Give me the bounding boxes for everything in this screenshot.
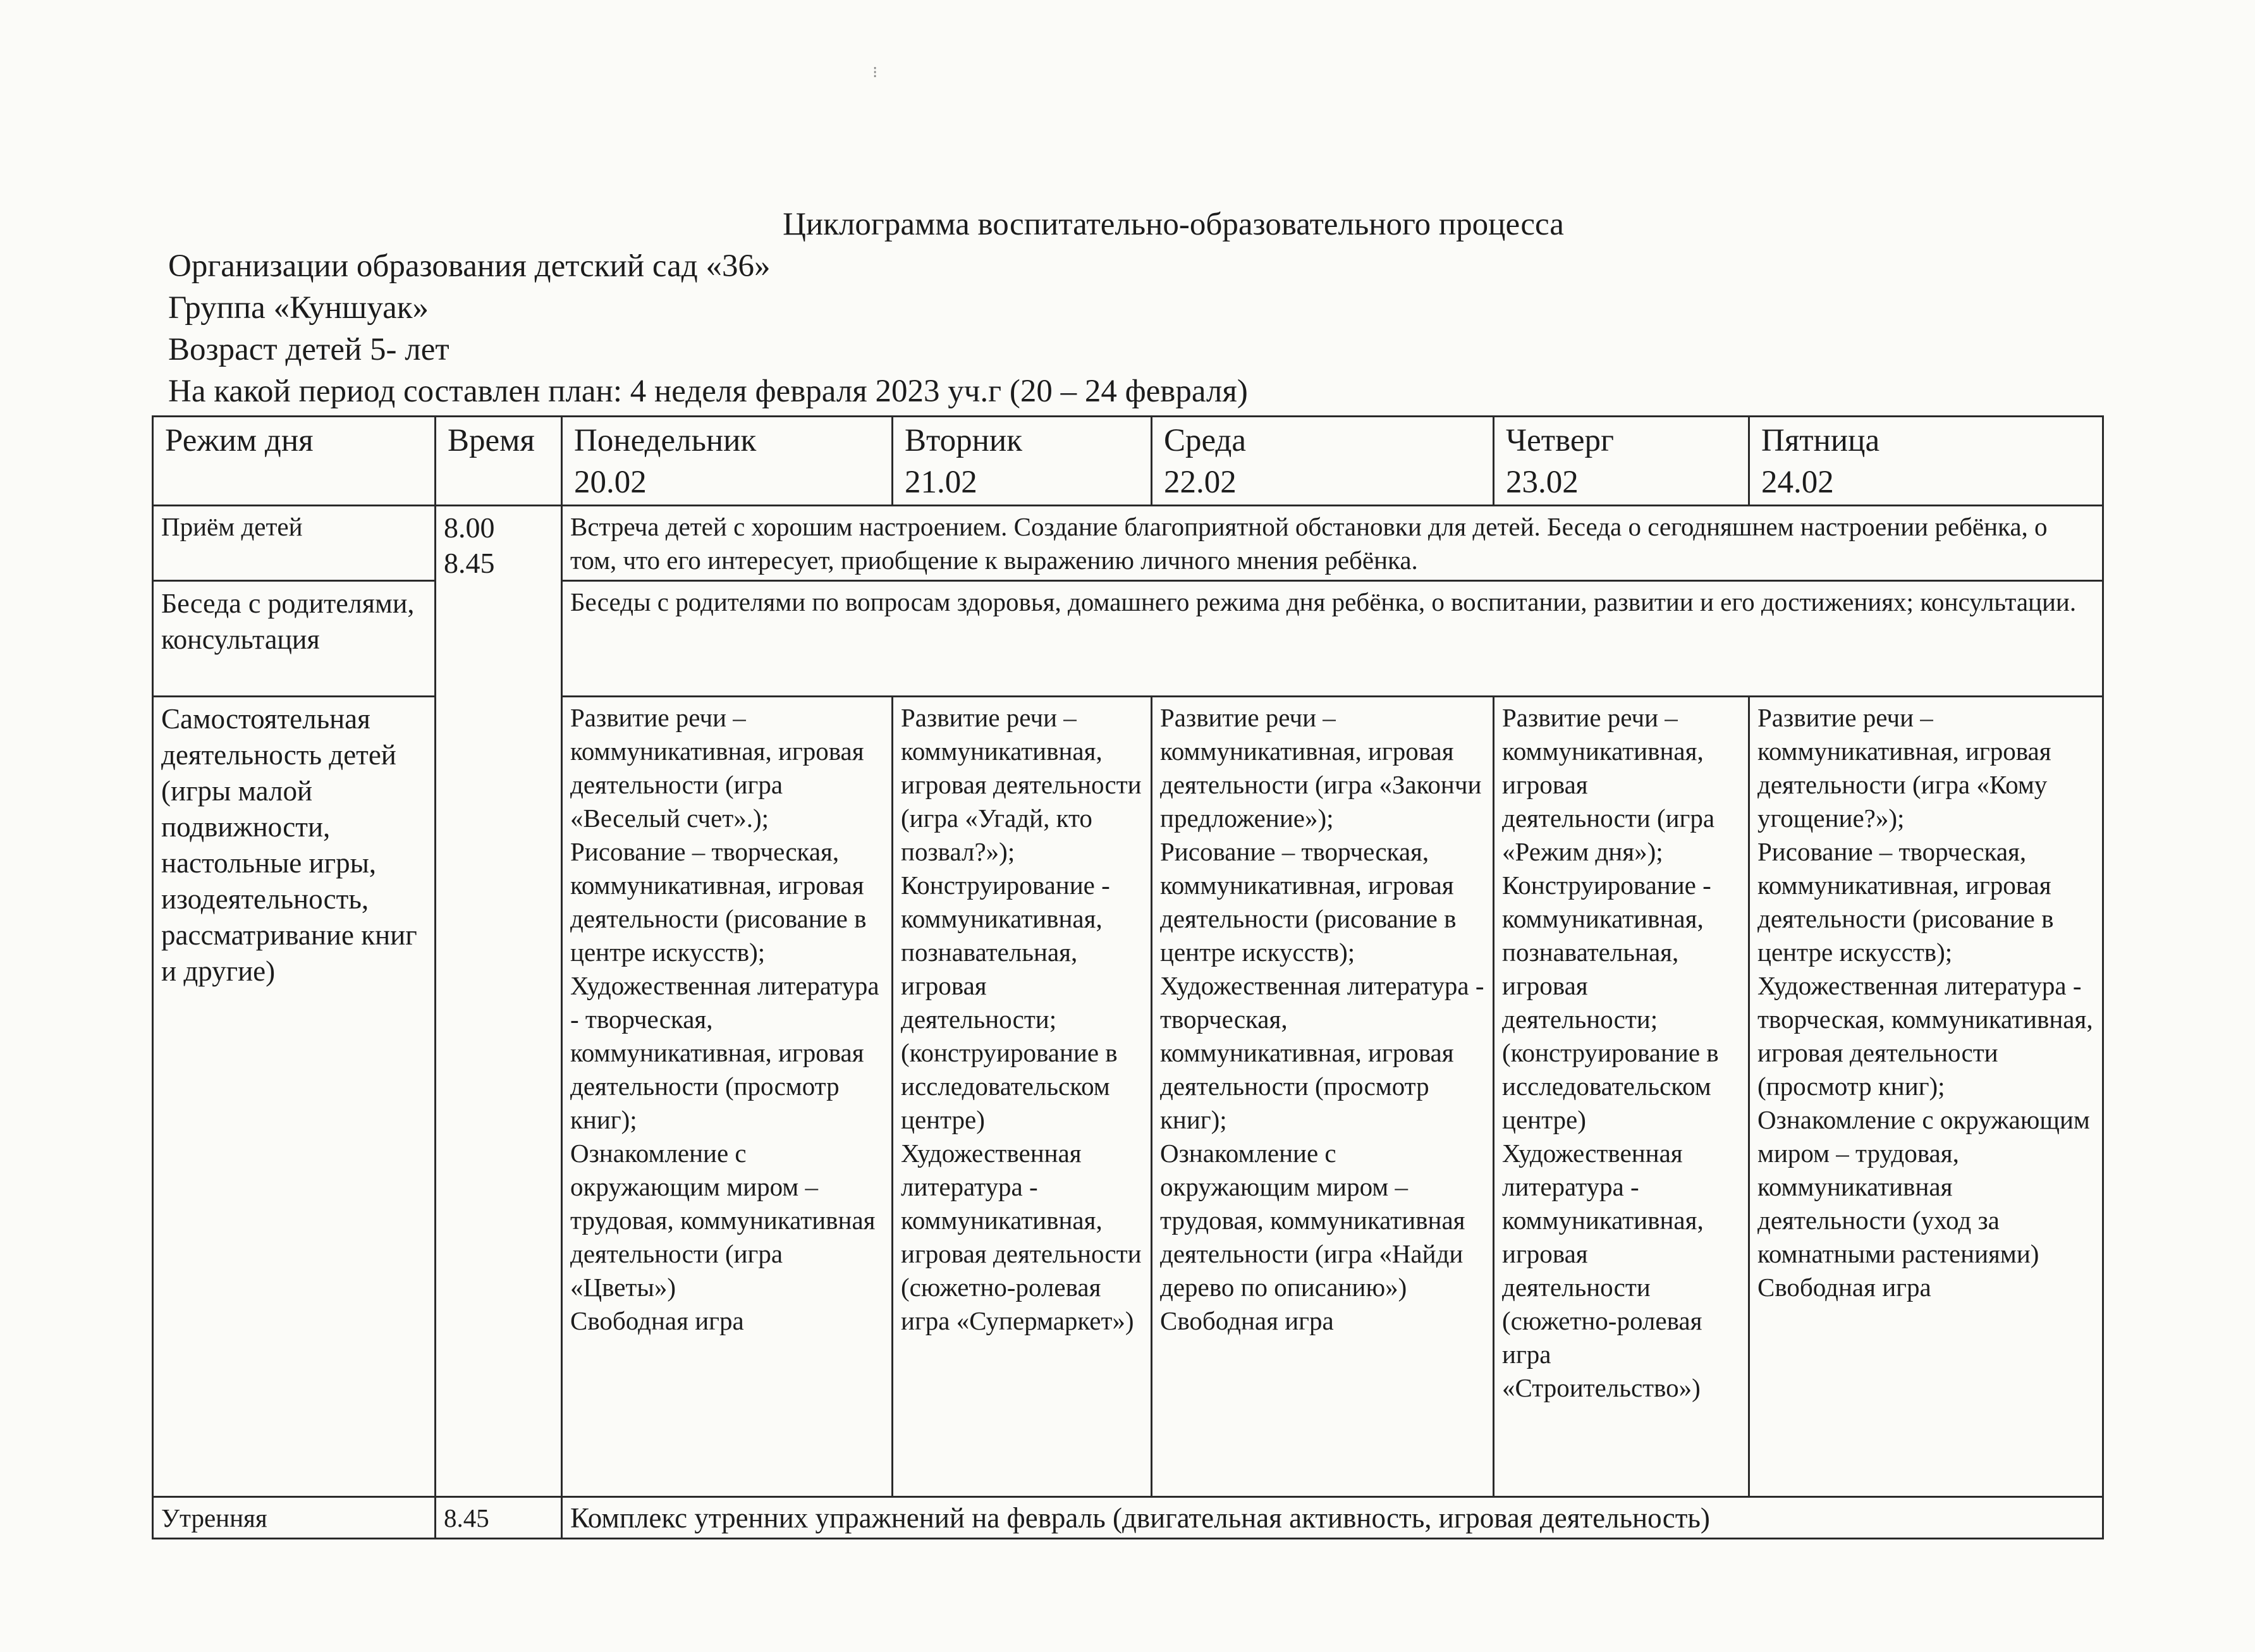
activity-item: Ознакомление с окружающим миром – трудовая, коммуникативная деятельности (уход за комнатными растениями)	[1757, 1105, 2090, 1268]
row-label-independent-activity: Самостоятельная деятельность детей (игры малой подвижности, настольные игры, изодеятельность, рассматривание книг и другие)	[153, 697, 436, 1497]
day-name: Понедельник	[574, 423, 757, 458]
day-date: 21.02	[905, 465, 977, 500]
day-date: 23.02	[1506, 465, 1579, 500]
column-header-wednesday	[1152, 417, 1494, 506]
row-label-reception: Приём детей	[153, 506, 436, 581]
activity-item: Конструирование - коммуникативная, познавательная, игровая деятельности; (конструирование в исследовательском центре)	[901, 871, 1118, 1134]
activity-item: Художественная литература - коммуникативная, игровая деятельности (сюжетно-ролевая игра «Супермаркет»)	[901, 1139, 1142, 1335]
row-label-morning-exercise: Утренняя	[153, 1497, 436, 1539]
document-header	[168, 204, 2103, 412]
activity-item: Рисование – творческая, коммуникативная, игровая деятельности (рисование в центре искусств);	[1757, 837, 2054, 967]
parents-description: Беседы с родителями по вопросам здоровья, домашнего режима дня ребёнка, о воспитании, развитии и его достижениях; консультации.	[562, 581, 2103, 697]
tuesday-activities	[893, 697, 1152, 1497]
day-name: Пятница	[1761, 423, 1880, 458]
day-date: 22.02	[1164, 465, 1237, 500]
scan-speck: ⁝	[872, 63, 878, 82]
column-header-time: Время	[436, 417, 562, 506]
activity-item: Свободная игра	[1757, 1273, 1931, 1302]
column-header-thursday	[1494, 417, 1749, 506]
time-start: 8.00	[444, 511, 495, 544]
day-date: 20.02	[574, 465, 647, 500]
time-cell-reception	[436, 506, 562, 1497]
day-date: 24.02	[1761, 465, 1834, 500]
activity-item: Свободная игра	[1160, 1306, 1334, 1335]
activity-item: Развитие речи – коммуникативная, игровая деятельности (игра «Закончи предложение»);	[1160, 703, 1482, 833]
thursday-activities	[1494, 697, 1749, 1497]
period-line: На какой период составлен план: 4 неделя февраля 2023 уч.г (20 – 24 февраля)	[168, 374, 1248, 409]
activity-item: Развитие речи – коммуникативная, игровая деятельности (игра «Режим дня»);	[1502, 703, 1715, 866]
activity-item: Ознакомление с окружающим миром – трудовая, коммуникативная деятельности (игра «Цветы»)	[570, 1139, 876, 1302]
table-row-morning-exercise	[153, 1497, 2103, 1539]
table-header-row	[153, 417, 2103, 506]
document-title: Циклограмма воспитательно-образовательного процесса	[783, 207, 1564, 242]
table-row-reception	[153, 506, 2103, 581]
activity-item: Художественная литература - творческая, коммуникативная, игровая деятельности (просмотр книг);	[1757, 971, 2093, 1101]
activity-item: Рисование – творческая, коммуникативная, игровая деятельности (рисование в центре искусств);	[570, 837, 867, 967]
day-name: Среда	[1164, 423, 1247, 458]
column-header-friday	[1749, 417, 2103, 506]
age-line: Возраст детей 5- лет	[168, 332, 449, 367]
activity-item: Развитие речи – коммуникативная, игровая деятельности (игра «Угадй, кто позвал?»);	[901, 703, 1142, 866]
activity-item: Свободная игра	[570, 1306, 744, 1335]
reception-description: Встреча детей с хорошим настроением. Создание благоприятной обстановки для детей. Беседа о сегодняшнем настроении ребёнка, о том, что его интересует, приобщение к выражению личного мнения ребёнка.	[562, 506, 2103, 581]
activity-item: Рисование – творческая, коммуникативная, игровая деятельности (рисование в центре искусств);	[1160, 837, 1457, 967]
activity-item: Развитие речи – коммуникативная, игровая деятельности (игра «Кому угощение?»);	[1757, 703, 2051, 833]
time-end: 8.45	[444, 547, 495, 579]
day-name: Вторник	[905, 423, 1022, 458]
morning-exercise-description: Комплекс утренних упражнений на февраль (двигательная активность, игровая деятельность)	[562, 1497, 2103, 1539]
column-header-tuesday	[893, 417, 1152, 506]
activity-item: Конструирование - коммуникативная, познавательная, игровая деятельности; (конструирование в исследовательском центре)	[1502, 871, 1719, 1134]
monday-activities	[562, 697, 893, 1497]
column-header-regime: Режим дня	[153, 417, 436, 506]
group-line: Группа «Куншуак»	[168, 290, 429, 326]
friday-activities	[1749, 697, 2103, 1497]
organization-line: Организации образования детский сад «36»	[168, 248, 771, 284]
activity-item: Художественная литература - творческая, коммуникативная, игровая деятельности (просмотр книг);	[570, 971, 879, 1134]
activity-item: Ознакомление с окружающим миром – трудовая, коммуникативная деятельности (игра «Найди дерево по описанию»)	[1160, 1139, 1465, 1302]
row-label-parents: Беседа с родителями, консультация	[153, 581, 436, 697]
activity-item: Художественная литература - коммуникативная, игровая деятельности (сюжетно-ролевая игра «Строительство»)	[1502, 1139, 1704, 1402]
wednesday-activities	[1152, 697, 1494, 1497]
schedule-table	[152, 415, 2104, 1539]
day-name: Четверг	[1506, 423, 1614, 458]
activity-item: Художественная литература - творческая, коммуникативная, игровая деятельности (просмотр книг);	[1160, 971, 1484, 1134]
time-cell-morning: 8.45	[436, 1497, 562, 1539]
column-header-monday	[562, 417, 893, 506]
activity-item: Развитие речи – коммуникативная, игровая деятельности (игра «Веселый счет».);	[570, 703, 864, 833]
